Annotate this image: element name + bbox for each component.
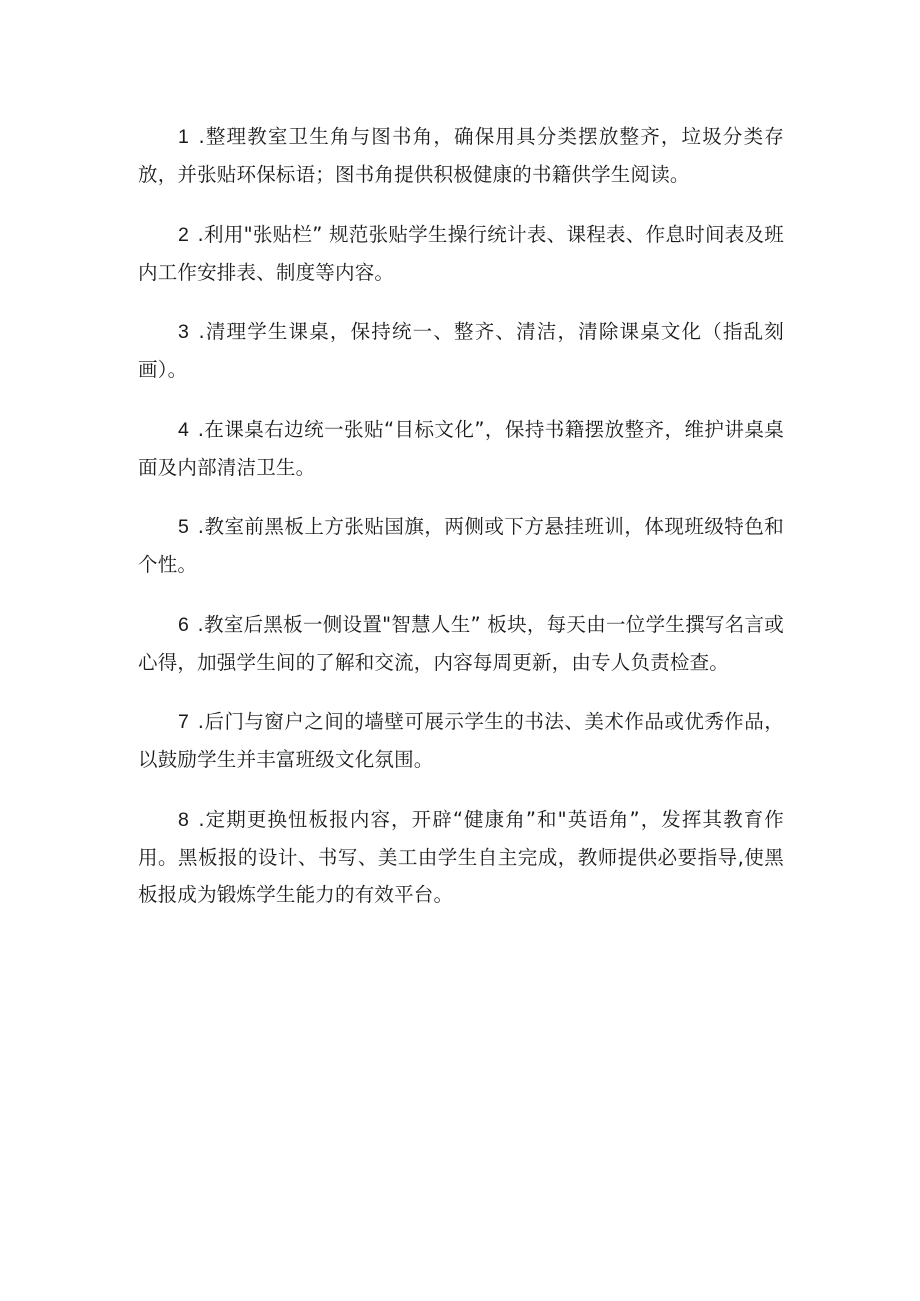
list-item <box>138 313 784 388</box>
item-text: .在课桌右边统一张贴“目标文化”，保持书籍摆放整齐，维护讲桌桌面及内部清洁卫生。 <box>138 417 784 479</box>
list-item <box>138 801 784 913</box>
list-item <box>138 216 784 291</box>
item-number: 6 <box>178 613 190 636</box>
item-number: 8 <box>178 808 190 831</box>
item-number: 4 <box>178 418 190 441</box>
item-text: .后门与窗户之间的墙壁可展示学生的书法、美术作品或优秀作品，以鼓励学生并丰富班级文化氛围。 <box>138 710 784 771</box>
item-text: .利用"张贴栏” 规范张贴学生操行统计表、课程表、作息时间表及班内工作安排表、制度等内容。 <box>138 222 785 284</box>
item-number: 2 <box>178 223 190 246</box>
item-text: .教室前黑板上方张贴国旗，两侧或下方悬挂班训，体现班级特色和个性。 <box>138 515 784 576</box>
item-text: .清理学生课桌，保持统一、整齐、清洁，清除课桌文化（指乱刻画）。 <box>138 320 784 381</box>
document-body <box>138 118 784 935</box>
item-number: 7 <box>178 711 190 733</box>
item-text: .定期更换忸板报内容，开辟“健康角”和"英语角”，发挥其教育作用。黑板报的设计、书写、美工由学生自主完成，教师提供必要指导,使黑板报成为锻炼学生能力的有效平台。 <box>138 807 784 906</box>
item-number: 3 <box>178 321 190 343</box>
list-item <box>138 411 784 486</box>
item-number: 5 <box>178 516 190 538</box>
list-item <box>138 118 784 193</box>
list-item <box>138 703 784 778</box>
item-text: .教室后黑板一侧设置"智慧人生” 板块，每天由一位学生撰写名言或心得，加强学生间的了解和交流，内容每周更新，由专人负责检查。 <box>138 612 785 674</box>
list-item <box>138 508 784 583</box>
item-text: .整理教室卫生角与图书角，确保用具分类摆放整齐，垃圾分类存放，并张贴环保标语；图书角提供积极健康的书籍供学生阅读。 <box>138 125 784 186</box>
list-item <box>138 606 784 681</box>
item-number: 1 <box>178 126 190 148</box>
